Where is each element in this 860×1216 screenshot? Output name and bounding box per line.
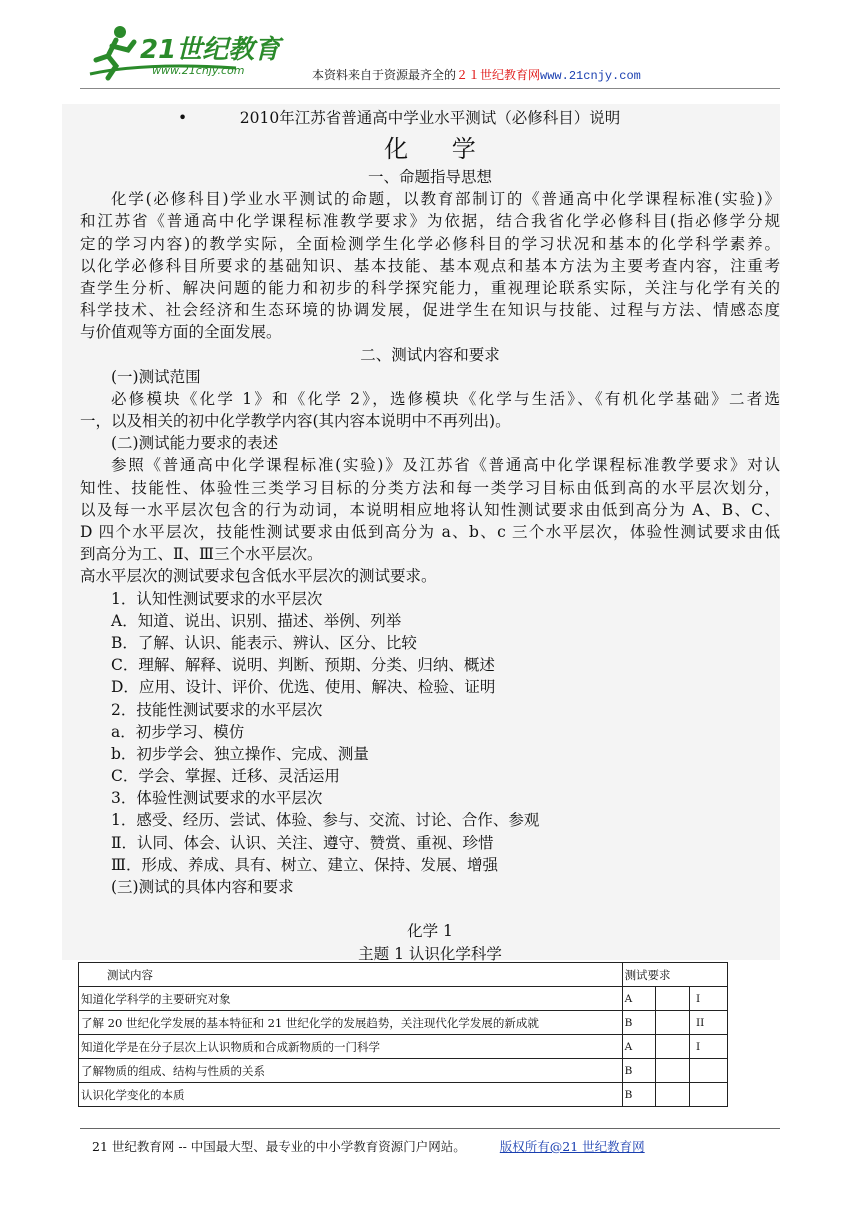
doc-subtitle-row (80, 104, 780, 132)
text-line: C．理解、解释、说明、判断、预期、分类、归纳、概述 (111, 656, 495, 675)
header-content: 测试内容 (79, 963, 623, 987)
skill-level (656, 1083, 690, 1107)
text-line: Ⅱ．认同、体会、认识、关注、遵守、赞赏、重视、珍惜 (111, 833, 494, 852)
text-line: D 四个水平层次，技能性测试要求由低到高分为 a、b、c 三个水平层次，体验性测试要求由低 (80, 523, 780, 541)
row-content: 了解物质的组成、结构与性质的关系 (79, 1059, 623, 1083)
copyright-link[interactable]: 版权所有@21 世纪教育网 (499, 1139, 645, 1154)
text-line: 科学技术、社会经济和生态环境的协调发展，促进学生在知识与技能、过程与方法、情感态度 (80, 301, 780, 320)
requirements-table (78, 962, 728, 1107)
row-content: 知道化学科学的主要研究对象 (79, 987, 623, 1011)
table-row (79, 1059, 728, 1083)
footer-divider (80, 1128, 780, 1129)
paragraph-lines (80, 166, 780, 965)
text-line: 1．感受、经历、尝试、体验、参与、交流、讨论、合作、参观 (111, 811, 540, 830)
experience-level: I (690, 987, 728, 1011)
site-logo (86, 22, 296, 82)
text-line: 到高分为工、Ⅱ、Ⅲ三个水平层次。 (80, 545, 323, 564)
text-line: 一，以及相关的初中化学教学内容(其内容本说明中不再列出)。 (80, 412, 511, 431)
text-line: 和江苏省《普通高中化学课程标准教学要求》为依据，结合我省化学必修科目(指必修学分规 (80, 212, 780, 231)
text-line: 定的学习内容)的教学实际，全面检测学生化学必修科目的学习状况和基本的化学科学素养。 (80, 234, 780, 253)
skill-level (656, 987, 690, 1011)
cognitive-level: B (622, 1083, 656, 1107)
cognitive-level: B (622, 1059, 656, 1083)
row-content: 认识化学变化的本质 (79, 1083, 623, 1107)
text-line: 查学生分析、解决问题的能力和初步的科学探究能力，重视理论联系实际，关注与化学有关的 (80, 278, 780, 297)
text-line: A．知道、说出、识别、描述、举例、列举 (111, 611, 402, 630)
text-line: 化学 1 (407, 922, 453, 941)
experience-level (690, 1059, 728, 1083)
header-note-prefix: 本资料来自于资源最齐全的 (312, 68, 457, 82)
header-divider (80, 88, 780, 89)
header-note-site[interactable]: ２１世纪教育网 (456, 68, 541, 82)
table-row (79, 1035, 728, 1059)
text-line: 主题 1 认识化学科学 (358, 944, 502, 963)
text-line: (一)测试范围 (111, 367, 201, 386)
cognitive-level: A (622, 1035, 656, 1059)
footer-text: 21 世纪教育网 -- 中国最大型、最专业的中小学教育资源门户网站。 (92, 1139, 466, 1154)
text-line: Ⅲ．形成、养成、具有、树立、建立、保持、发展、增强 (111, 855, 498, 874)
header-note (312, 66, 641, 83)
row-content: 了解 20 世纪化学发展的基本特征和 21 世纪化学的发展趋势，关注现代化学发展的新成就 (79, 1011, 623, 1035)
experience-level (690, 1083, 728, 1107)
experience-level: II (690, 1011, 728, 1035)
bullet-icon: • (178, 109, 188, 127)
text-line: B．了解、认识、能表示、辨认、区分、比较 (111, 633, 417, 652)
text-line: (三)测试的具体内容和要求 (111, 878, 294, 896)
table-row (79, 1083, 728, 1107)
skill-level (656, 1011, 690, 1035)
text-line: 二、测试内容和要求 (360, 345, 500, 364)
table-row (79, 1011, 728, 1035)
doc-subtitle: 2010年江苏省普通高中学业水平测试（必修科目）说明 (239, 109, 621, 127)
footer (92, 1137, 645, 1155)
text-line: 高水平层次的测试要求包含低水平层次的测试要求。 (80, 567, 437, 586)
text-line: a．初步学习、模仿 (111, 722, 245, 741)
table-header-row (79, 963, 728, 987)
text-line: C．学会、掌握、迁移、灵活运用 (111, 767, 340, 786)
text-line: 化学(必修科目)学业水平测试的命题，以教育部制订的《普通高中化学课程标准(实验)》 (111, 190, 780, 209)
header-note-url[interactable]: www.21cnjy.com (540, 69, 641, 83)
text-line: 2．技能性测试要求的水平层次 (111, 700, 323, 719)
text-line: 以化学必修科目所要求的基础知识、基本技能、基本观点和基本方法为主要考查内容，注重考 (80, 256, 780, 275)
text-line: 以及每一水平层次包含的行为动词，本说明相应地将认知性测试要求由低到高分为 A、B、C、 (80, 500, 780, 519)
text-line: 知性、技能性、体验性三类学习目标的分类方法和每一类学习目标由低到高的水平层次划分， (80, 478, 780, 497)
text-line: 参照《普通高中化学课程标准(实验)》及江苏省《普通高中化学课程标准教学要求》对认 (111, 456, 780, 475)
header-requirements: 测试要求 (622, 963, 727, 987)
cognitive-level: B (622, 1011, 656, 1035)
text-line: D．应用、设计、评价、优选、使用、解决、检验、证明 (111, 678, 496, 697)
text-line: b．初步学会、独立操作、完成、测量 (111, 744, 369, 763)
text-line: 1．认知性测试要求的水平层次 (111, 589, 323, 608)
text-line: (二)测试能力要求的表述 (111, 434, 279, 453)
text-line: 3．体验性测试要求的水平层次 (111, 789, 323, 808)
doc-title: 化 学 (384, 135, 494, 163)
table-row (79, 987, 728, 1011)
logo-text: 21世纪教育 (140, 35, 281, 65)
logo-graphic (86, 22, 296, 82)
text-line (80, 898, 780, 920)
document-body (80, 104, 780, 965)
experience-level: I (690, 1035, 728, 1059)
row-content: 知道化学是在分子层次上认识物质和合成新物质的一门科学 (79, 1035, 623, 1059)
text-line: 必修模块《化学 1》和《化学 2》，选修模块《化学与生活》、《有机化学基础》二者选 (111, 389, 780, 408)
skill-level (656, 1035, 690, 1059)
text-line: 与价值观等方面的全面发展。 (80, 323, 282, 342)
text-line: 一、命题指导思想 (367, 168, 492, 186)
cognitive-level: A (622, 987, 656, 1011)
logo-url: www.21cnjy.com (152, 64, 245, 77)
skill-level (656, 1059, 690, 1083)
